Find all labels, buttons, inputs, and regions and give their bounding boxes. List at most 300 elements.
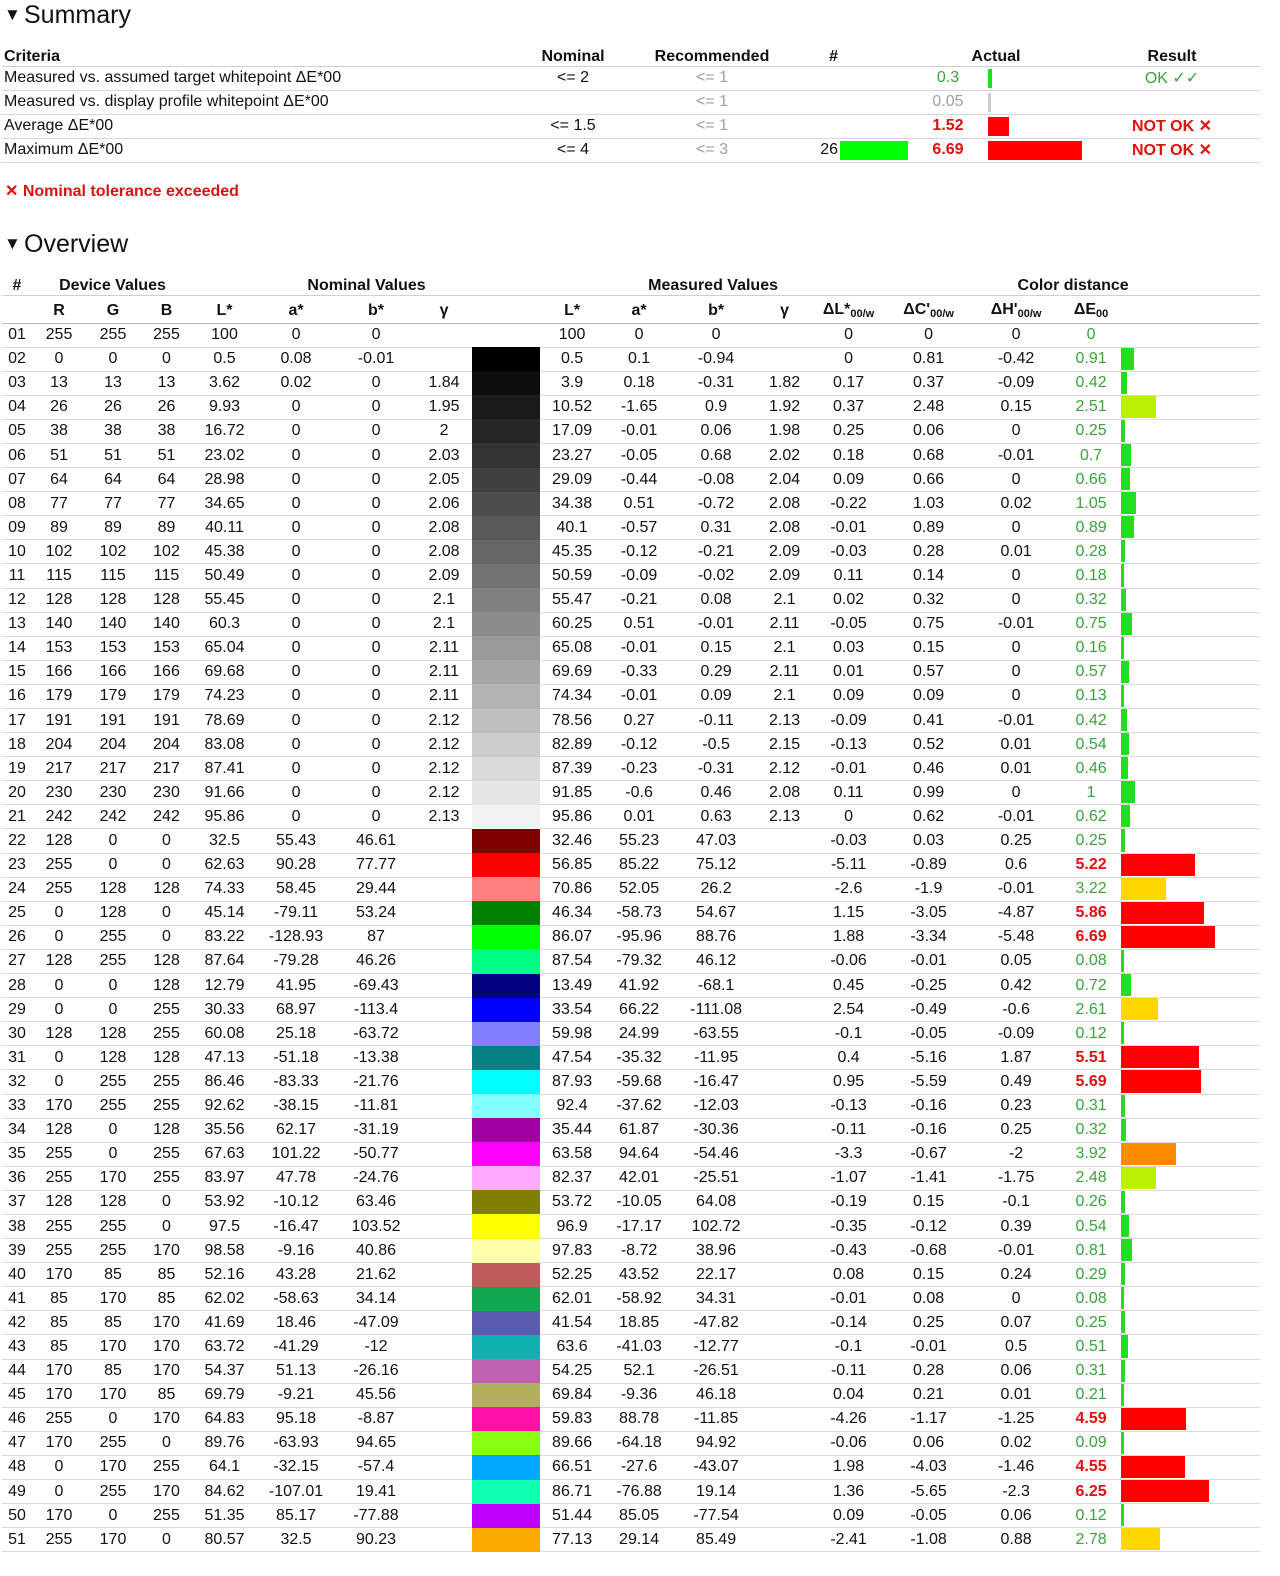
delta-c-cell: -0.01 bbox=[886, 949, 971, 973]
patch-number-cell: 40 bbox=[2, 1263, 32, 1287]
nominal-a-cell: 0 bbox=[256, 709, 336, 733]
patch-number-cell: 45 bbox=[2, 1383, 32, 1407]
table-row bbox=[2, 1455, 1260, 1479]
table-row bbox=[2, 371, 1260, 395]
nominal-a-cell: -10.12 bbox=[256, 1190, 336, 1214]
measured-l-cell: 66.51 bbox=[540, 1455, 604, 1479]
color-swatch-cell bbox=[472, 323, 540, 347]
nominal-gamma-cell bbox=[416, 347, 472, 371]
nominal-l-cell: 60.3 bbox=[193, 612, 256, 636]
g-header: G bbox=[86, 295, 140, 323]
actual-cell: 0.3 bbox=[908, 66, 988, 90]
measured-l-cell: 92.4 bbox=[540, 1094, 604, 1118]
table-row bbox=[2, 998, 1260, 1022]
delta-e-cell: 5.51 bbox=[1061, 1046, 1121, 1070]
measured-l-cell: 87.93 bbox=[540, 1070, 604, 1094]
table-row bbox=[2, 1528, 1260, 1552]
delta-e-bar-cell bbox=[1121, 1287, 1260, 1311]
result-cell bbox=[1084, 90, 1260, 114]
measured-a-cell: 29.14 bbox=[604, 1528, 674, 1552]
nominal-b-cell: 0 bbox=[336, 684, 416, 708]
patch-number-cell: 17 bbox=[2, 709, 32, 733]
nominal-b-cell: -26.16 bbox=[336, 1359, 416, 1383]
delta-l-cell: -4.26 bbox=[811, 1407, 886, 1431]
delta-e-cell: 1.05 bbox=[1061, 492, 1121, 516]
delta-e-cell: 0.42 bbox=[1061, 709, 1121, 733]
measured-gamma-cell: 2.08 bbox=[758, 492, 811, 516]
nominal-gamma-cell bbox=[416, 1311, 472, 1335]
measured-l-cell: 13.49 bbox=[540, 974, 604, 998]
delta-e-bar bbox=[1121, 1287, 1124, 1309]
table-row bbox=[2, 757, 1260, 781]
delta-e-bar-cell bbox=[1121, 492, 1260, 516]
patch-number-cell: 06 bbox=[2, 443, 32, 467]
nominal-b-cell: 0 bbox=[336, 540, 416, 564]
color-swatch-cell bbox=[472, 419, 540, 443]
table-row bbox=[2, 323, 1260, 347]
actual-bar bbox=[988, 93, 991, 112]
delta-e-cell: 5.69 bbox=[1061, 1070, 1121, 1094]
overview-sub-header-row bbox=[2, 295, 1260, 323]
measured-gamma-cell: 1.92 bbox=[758, 395, 811, 419]
measured-a-cell: 24.99 bbox=[604, 1022, 674, 1046]
nominal-b-cell: 29.44 bbox=[336, 877, 416, 901]
delta-c-cell: 0.75 bbox=[886, 612, 971, 636]
delta-e-bar bbox=[1121, 1335, 1128, 1357]
delta-l-cell: -5.11 bbox=[811, 853, 886, 877]
color-swatch bbox=[472, 588, 540, 612]
nominal-b-cell: 0 bbox=[336, 419, 416, 443]
nominal-l-cell: 35.56 bbox=[193, 1118, 256, 1142]
delta-e-bar-cell bbox=[1121, 1118, 1260, 1142]
overview-section-header[interactable] bbox=[4, 229, 128, 259]
delta-e-cell: 6.69 bbox=[1061, 925, 1121, 949]
delta-e-bar-cell bbox=[1121, 1046, 1260, 1070]
delta-e-cell: 0.12 bbox=[1061, 1504, 1121, 1528]
nominal-b-cell: -47.09 bbox=[336, 1311, 416, 1335]
device-b-cell: 255 bbox=[140, 323, 193, 347]
table-row bbox=[2, 1311, 1260, 1335]
recommended-cell: <= 3 bbox=[648, 138, 776, 162]
delta-e-bar bbox=[1121, 757, 1127, 779]
delta-e-cell: 0.25 bbox=[1061, 419, 1121, 443]
result-header: Result bbox=[1084, 42, 1260, 66]
delta-l-cell: -0.01 bbox=[811, 757, 886, 781]
device-g-cell: 255 bbox=[86, 1094, 140, 1118]
delta-h-cell: 1.87 bbox=[971, 1046, 1061, 1070]
delta-l-cell: -0.09 bbox=[811, 709, 886, 733]
delta-c-cell: -0.16 bbox=[886, 1094, 971, 1118]
color-swatch-cell bbox=[472, 1046, 540, 1070]
color-swatch-cell bbox=[472, 1070, 540, 1094]
device-b-cell: 0 bbox=[140, 347, 193, 371]
nominal-gamma-header: γ bbox=[416, 295, 472, 323]
device-g-cell: 85 bbox=[86, 1359, 140, 1383]
device-g-cell: 255 bbox=[86, 1070, 140, 1094]
measured-l-cell: 62.01 bbox=[540, 1287, 604, 1311]
color-swatch-cell bbox=[472, 974, 540, 998]
nominal-l-cell: 3.62 bbox=[193, 371, 256, 395]
nominal-b-cell: -113.4 bbox=[336, 998, 416, 1022]
delta-e-bar bbox=[1121, 1528, 1160, 1550]
nominal-gamma-cell bbox=[416, 1094, 472, 1118]
device-r-cell: 255 bbox=[32, 877, 86, 901]
device-r-cell: 26 bbox=[32, 395, 86, 419]
nominal-gamma-cell bbox=[416, 1528, 472, 1552]
nominal-a-cell: -79.28 bbox=[256, 949, 336, 973]
delta-c-cell: 0.99 bbox=[886, 781, 971, 805]
delta-c-cell: 0.15 bbox=[886, 1190, 971, 1214]
device-r-cell: 153 bbox=[32, 636, 86, 660]
patch-number-cell: 31 bbox=[2, 1046, 32, 1070]
delta-c-cell: -0.67 bbox=[886, 1142, 971, 1166]
summary-section-header[interactable] bbox=[4, 0, 131, 30]
device-b-cell: 255 bbox=[140, 1166, 193, 1190]
nominal-cell: <= 4 bbox=[498, 138, 648, 162]
patch-number-cell: 28 bbox=[2, 974, 32, 998]
measured-gamma-cell bbox=[758, 1214, 811, 1238]
delta-h-cell: 0.49 bbox=[971, 1070, 1061, 1094]
nominal-l-cell: 41.69 bbox=[193, 1311, 256, 1335]
measured-b-cell: 0.06 bbox=[674, 419, 758, 443]
delta-e-bar-cell bbox=[1121, 1190, 1260, 1214]
actual-cell: 0.05 bbox=[908, 90, 988, 114]
device-b-cell: 166 bbox=[140, 660, 193, 684]
color-swatch bbox=[472, 371, 540, 395]
device-g-cell: 170 bbox=[86, 1455, 140, 1479]
measured-l-cell: 70.86 bbox=[540, 877, 604, 901]
count-swatch-cell bbox=[840, 114, 908, 138]
delta-h-cell: -0.01 bbox=[971, 805, 1061, 829]
b-header: B bbox=[140, 295, 193, 323]
device-r-cell: 255 bbox=[32, 1239, 86, 1263]
nominal-a-cell: 0 bbox=[256, 419, 336, 443]
delta-e-bar bbox=[1121, 1384, 1124, 1406]
nominal-a-cell: 55.43 bbox=[256, 829, 336, 853]
table-row bbox=[2, 468, 1260, 492]
nominal-gamma-cell bbox=[416, 974, 472, 998]
patch-number-cell: 19 bbox=[2, 757, 32, 781]
nominal-gamma-cell: 2.11 bbox=[416, 660, 472, 684]
delta-e-bar-cell bbox=[1121, 564, 1260, 588]
delta-h-cell: 0 bbox=[971, 636, 1061, 660]
device-b-cell: 64 bbox=[140, 468, 193, 492]
measured-a-cell: -0.57 bbox=[604, 516, 674, 540]
patch-number-cell: 23 bbox=[2, 853, 32, 877]
patch-number-cell: 48 bbox=[2, 1455, 32, 1479]
nominal-b-cell: -11.81 bbox=[336, 1094, 416, 1118]
measured-l-cell: 56.85 bbox=[540, 853, 604, 877]
delta-l-cell: -0.06 bbox=[811, 949, 886, 973]
delta-e-bar bbox=[1121, 516, 1134, 538]
delta-e-bar-cell bbox=[1121, 395, 1260, 419]
measured-a-cell: -0.44 bbox=[604, 468, 674, 492]
device-values-header: Device Values bbox=[32, 272, 193, 295]
device-b-cell: 204 bbox=[140, 733, 193, 757]
device-b-cell: 140 bbox=[140, 612, 193, 636]
nominal-b-cell: 0 bbox=[336, 468, 416, 492]
table-row bbox=[2, 1480, 1260, 1504]
delta-e-bar-cell bbox=[1121, 1142, 1260, 1166]
delta-c-cell: -0.12 bbox=[886, 1214, 971, 1238]
measured-b-cell: 34.31 bbox=[674, 1287, 758, 1311]
device-b-cell: 51 bbox=[140, 443, 193, 467]
color-distance-header: Color distance bbox=[886, 272, 1260, 295]
color-swatch bbox=[472, 1287, 540, 1311]
device-r-cell: 204 bbox=[32, 733, 86, 757]
measured-b-cell: -54.46 bbox=[674, 1142, 758, 1166]
delta-l-cell: -0.03 bbox=[811, 829, 886, 853]
device-g-cell: 128 bbox=[86, 877, 140, 901]
collapse-triangle-icon[interactable]: ▼ bbox=[4, 5, 21, 24]
nominal-a-cell: 62.17 bbox=[256, 1118, 336, 1142]
nominal-l-cell: 28.98 bbox=[193, 468, 256, 492]
color-swatch bbox=[472, 516, 540, 540]
device-g-cell: 217 bbox=[86, 757, 140, 781]
measured-l-cell: 63.58 bbox=[540, 1142, 604, 1166]
patch-number-cell: 44 bbox=[2, 1359, 32, 1383]
measured-gamma-cell bbox=[758, 949, 811, 973]
nominal-b-cell: 19.41 bbox=[336, 1480, 416, 1504]
delta-l-cell: -0.22 bbox=[811, 492, 886, 516]
delta-e-bar-cell bbox=[1121, 1431, 1260, 1455]
delta-c-cell: 0.21 bbox=[886, 1383, 971, 1407]
measured-l-cell: 100 bbox=[540, 323, 604, 347]
device-g-cell: 115 bbox=[86, 564, 140, 588]
delta-e-cell: 0.75 bbox=[1061, 612, 1121, 636]
color-swatch bbox=[472, 443, 540, 467]
measured-gamma-cell bbox=[758, 901, 811, 925]
delta-h-cell: 0.24 bbox=[971, 1263, 1061, 1287]
measured-a-cell: -41.03 bbox=[604, 1335, 674, 1359]
patch-number-cell: 22 bbox=[2, 829, 32, 853]
device-r-cell: 85 bbox=[32, 1335, 86, 1359]
measured-b-cell: -47.82 bbox=[674, 1311, 758, 1335]
nominal-l-header: L* bbox=[193, 295, 256, 323]
delta-e-bar-cell bbox=[1121, 974, 1260, 998]
color-swatch bbox=[472, 636, 540, 660]
device-r-cell: 255 bbox=[32, 1528, 86, 1552]
number-header: # bbox=[2, 272, 32, 295]
measured-gamma-cell: 2.11 bbox=[758, 660, 811, 684]
delta-h-cell: -2.3 bbox=[971, 1480, 1061, 1504]
device-g-cell: 170 bbox=[86, 1383, 140, 1407]
measured-a-cell: 85.22 bbox=[604, 853, 674, 877]
nominal-b-cell: -8.87 bbox=[336, 1407, 416, 1431]
nominal-l-cell: 74.23 bbox=[193, 684, 256, 708]
device-b-cell: 0 bbox=[140, 1190, 193, 1214]
delta-e-cell: 0.54 bbox=[1061, 733, 1121, 757]
delta-e-bar-header bbox=[1121, 295, 1260, 323]
color-swatch-cell bbox=[472, 492, 540, 516]
delta-h-cell: 0 bbox=[971, 419, 1061, 443]
collapse-triangle-icon[interactable]: ▼ bbox=[4, 234, 21, 253]
nominal-a-cell: 25.18 bbox=[256, 1022, 336, 1046]
color-swatch-cell bbox=[472, 443, 540, 467]
nominal-a-cell: 101.22 bbox=[256, 1142, 336, 1166]
delta-e-bar-cell bbox=[1121, 371, 1260, 395]
delta-e-bar-cell bbox=[1121, 1359, 1260, 1383]
color-swatch bbox=[472, 757, 540, 781]
device-g-cell: 255 bbox=[86, 1239, 140, 1263]
nominal-gamma-cell bbox=[416, 1118, 472, 1142]
nominal-b-cell: -63.72 bbox=[336, 1022, 416, 1046]
nominal-a-cell: 0 bbox=[256, 733, 336, 757]
device-b-cell: 170 bbox=[140, 1239, 193, 1263]
measured-a-cell: -64.18 bbox=[604, 1431, 674, 1455]
delta-h-cell: 0.6 bbox=[971, 853, 1061, 877]
delta-h-cell: 0.07 bbox=[971, 1311, 1061, 1335]
delta-e-cell: 0.54 bbox=[1061, 1214, 1121, 1238]
patch-number-cell: 25 bbox=[2, 901, 32, 925]
nominal-b-cell: 46.26 bbox=[336, 949, 416, 973]
nominal-gamma-cell bbox=[416, 877, 472, 901]
measured-b-cell: -12.03 bbox=[674, 1094, 758, 1118]
nominal-gamma-cell: 2.03 bbox=[416, 443, 472, 467]
delta-l-cell: -0.01 bbox=[811, 1287, 886, 1311]
nominal-l-cell: 80.57 bbox=[193, 1528, 256, 1552]
measured-l-cell: 86.71 bbox=[540, 1480, 604, 1504]
delta-c-cell: -3.34 bbox=[886, 925, 971, 949]
color-swatch bbox=[472, 492, 540, 516]
measured-l-cell: 32.46 bbox=[540, 829, 604, 853]
device-b-cell: 0 bbox=[140, 829, 193, 853]
device-r-cell: 170 bbox=[32, 1504, 86, 1528]
device-r-cell: 0 bbox=[32, 901, 86, 925]
measured-gamma-cell bbox=[758, 829, 811, 853]
measured-gamma-cell bbox=[758, 877, 811, 901]
patch-number-cell: 26 bbox=[2, 925, 32, 949]
nominal-a-cell: 0 bbox=[256, 492, 336, 516]
patch-number-cell: 36 bbox=[2, 1166, 32, 1190]
nominal-gamma-cell bbox=[416, 949, 472, 973]
delta-e-bar bbox=[1121, 444, 1131, 466]
patch-number-cell: 05 bbox=[2, 419, 32, 443]
delta-l-cell: -0.11 bbox=[811, 1359, 886, 1383]
swatch-header bbox=[472, 295, 540, 323]
delta-h-cell: -0.01 bbox=[971, 709, 1061, 733]
measured-b-header: b* bbox=[674, 295, 758, 323]
device-g-cell: 128 bbox=[86, 901, 140, 925]
nominal-gamma-cell bbox=[416, 1263, 472, 1287]
delta-h-cell: -1.25 bbox=[971, 1407, 1061, 1431]
device-g-cell: 85 bbox=[86, 1263, 140, 1287]
device-r-cell: 0 bbox=[32, 998, 86, 1022]
delta-e-bar bbox=[1121, 613, 1132, 635]
table-row bbox=[2, 1359, 1260, 1383]
measured-gamma-cell bbox=[758, 1022, 811, 1046]
nominal-b-cell: -21.76 bbox=[336, 1070, 416, 1094]
delta-e-bar bbox=[1121, 1480, 1209, 1502]
device-r-cell: 217 bbox=[32, 757, 86, 781]
color-swatch bbox=[472, 877, 540, 901]
nominal-a-cell: 85.17 bbox=[256, 1504, 336, 1528]
delta-l-cell: 0.18 bbox=[811, 443, 886, 467]
color-swatch-cell bbox=[472, 805, 540, 829]
delta-l-cell: 0.09 bbox=[811, 684, 886, 708]
device-g-cell: 0 bbox=[86, 829, 140, 853]
delta-e-bar bbox=[1121, 1143, 1176, 1165]
measured-a-cell: 43.52 bbox=[604, 1263, 674, 1287]
measured-l-cell: 52.25 bbox=[540, 1263, 604, 1287]
device-g-cell: 64 bbox=[86, 468, 140, 492]
measured-gamma-cell: 2.08 bbox=[758, 781, 811, 805]
delta-e-bar-cell bbox=[1121, 1383, 1260, 1407]
summary-row bbox=[2, 66, 1260, 90]
delta-e-bar bbox=[1121, 685, 1124, 707]
delta-h-cell: 0.01 bbox=[971, 757, 1061, 781]
color-swatch bbox=[472, 805, 540, 829]
measured-a-cell: -9.36 bbox=[604, 1383, 674, 1407]
color-swatch bbox=[472, 1407, 540, 1431]
summary-table bbox=[2, 42, 1260, 163]
nominal-a-cell: 0 bbox=[256, 516, 336, 540]
delta-e-bar-cell bbox=[1121, 636, 1260, 660]
delta-h-cell: -0.6 bbox=[971, 998, 1061, 1022]
nominal-l-cell: 40.11 bbox=[193, 516, 256, 540]
measured-a-cell: 0 bbox=[604, 323, 674, 347]
delta-e-bar-cell bbox=[1121, 1504, 1260, 1528]
color-swatch-cell bbox=[472, 347, 540, 371]
nominal-l-cell: 86.46 bbox=[193, 1070, 256, 1094]
delta-h-cell: 0.01 bbox=[971, 540, 1061, 564]
actual-bar bbox=[988, 117, 1009, 136]
measured-a-cell: 0.51 bbox=[604, 612, 674, 636]
color-swatch-cell bbox=[472, 877, 540, 901]
measured-a-header: a* bbox=[604, 295, 674, 323]
delta-l-cell: -0.06 bbox=[811, 1431, 886, 1455]
delta-e-bar bbox=[1121, 1022, 1124, 1044]
table-row bbox=[2, 1431, 1260, 1455]
device-r-cell: 128 bbox=[32, 829, 86, 853]
measured-l-cell: 89.66 bbox=[540, 1431, 604, 1455]
delta-h-cell: -0.01 bbox=[971, 612, 1061, 636]
nominal-a-header: a* bbox=[256, 295, 336, 323]
delta-h-cell: 0 bbox=[971, 781, 1061, 805]
delta-c-cell: -0.68 bbox=[886, 1239, 971, 1263]
measured-l-cell: 78.56 bbox=[540, 709, 604, 733]
delta-c-cell: 0.62 bbox=[886, 805, 971, 829]
delta-e-bar bbox=[1121, 733, 1129, 755]
device-b-cell: 0 bbox=[140, 1431, 193, 1455]
nominal-gamma-cell bbox=[416, 829, 472, 853]
color-swatch-cell bbox=[472, 1166, 540, 1190]
device-g-cell: 38 bbox=[86, 419, 140, 443]
actual-bar-cell bbox=[988, 66, 1084, 90]
nominal-gamma-cell: 2.09 bbox=[416, 564, 472, 588]
device-b-cell: 102 bbox=[140, 540, 193, 564]
patch-number-cell: 39 bbox=[2, 1239, 32, 1263]
delta-e-cell: 0.08 bbox=[1061, 949, 1121, 973]
nominal-gamma-cell bbox=[416, 853, 472, 877]
delta-e-bar bbox=[1121, 1263, 1125, 1285]
delta-e-cell: 0.91 bbox=[1061, 347, 1121, 371]
delta-h-cell: 0.25 bbox=[971, 829, 1061, 853]
nominal-l-cell: 47.13 bbox=[193, 1046, 256, 1070]
measured-gamma-cell: 2.09 bbox=[758, 564, 811, 588]
table-row bbox=[2, 877, 1260, 901]
measured-gamma-cell bbox=[758, 323, 811, 347]
delta-e-bar bbox=[1121, 637, 1124, 659]
color-swatch bbox=[472, 1190, 540, 1214]
device-g-cell: 128 bbox=[86, 1190, 140, 1214]
color-swatch bbox=[472, 1046, 540, 1070]
table-row bbox=[2, 419, 1260, 443]
device-r-cell: 64 bbox=[32, 468, 86, 492]
delta-c-cell: -5.65 bbox=[886, 1480, 971, 1504]
measured-gamma-cell: 1.82 bbox=[758, 371, 811, 395]
measured-l-cell: 33.54 bbox=[540, 998, 604, 1022]
